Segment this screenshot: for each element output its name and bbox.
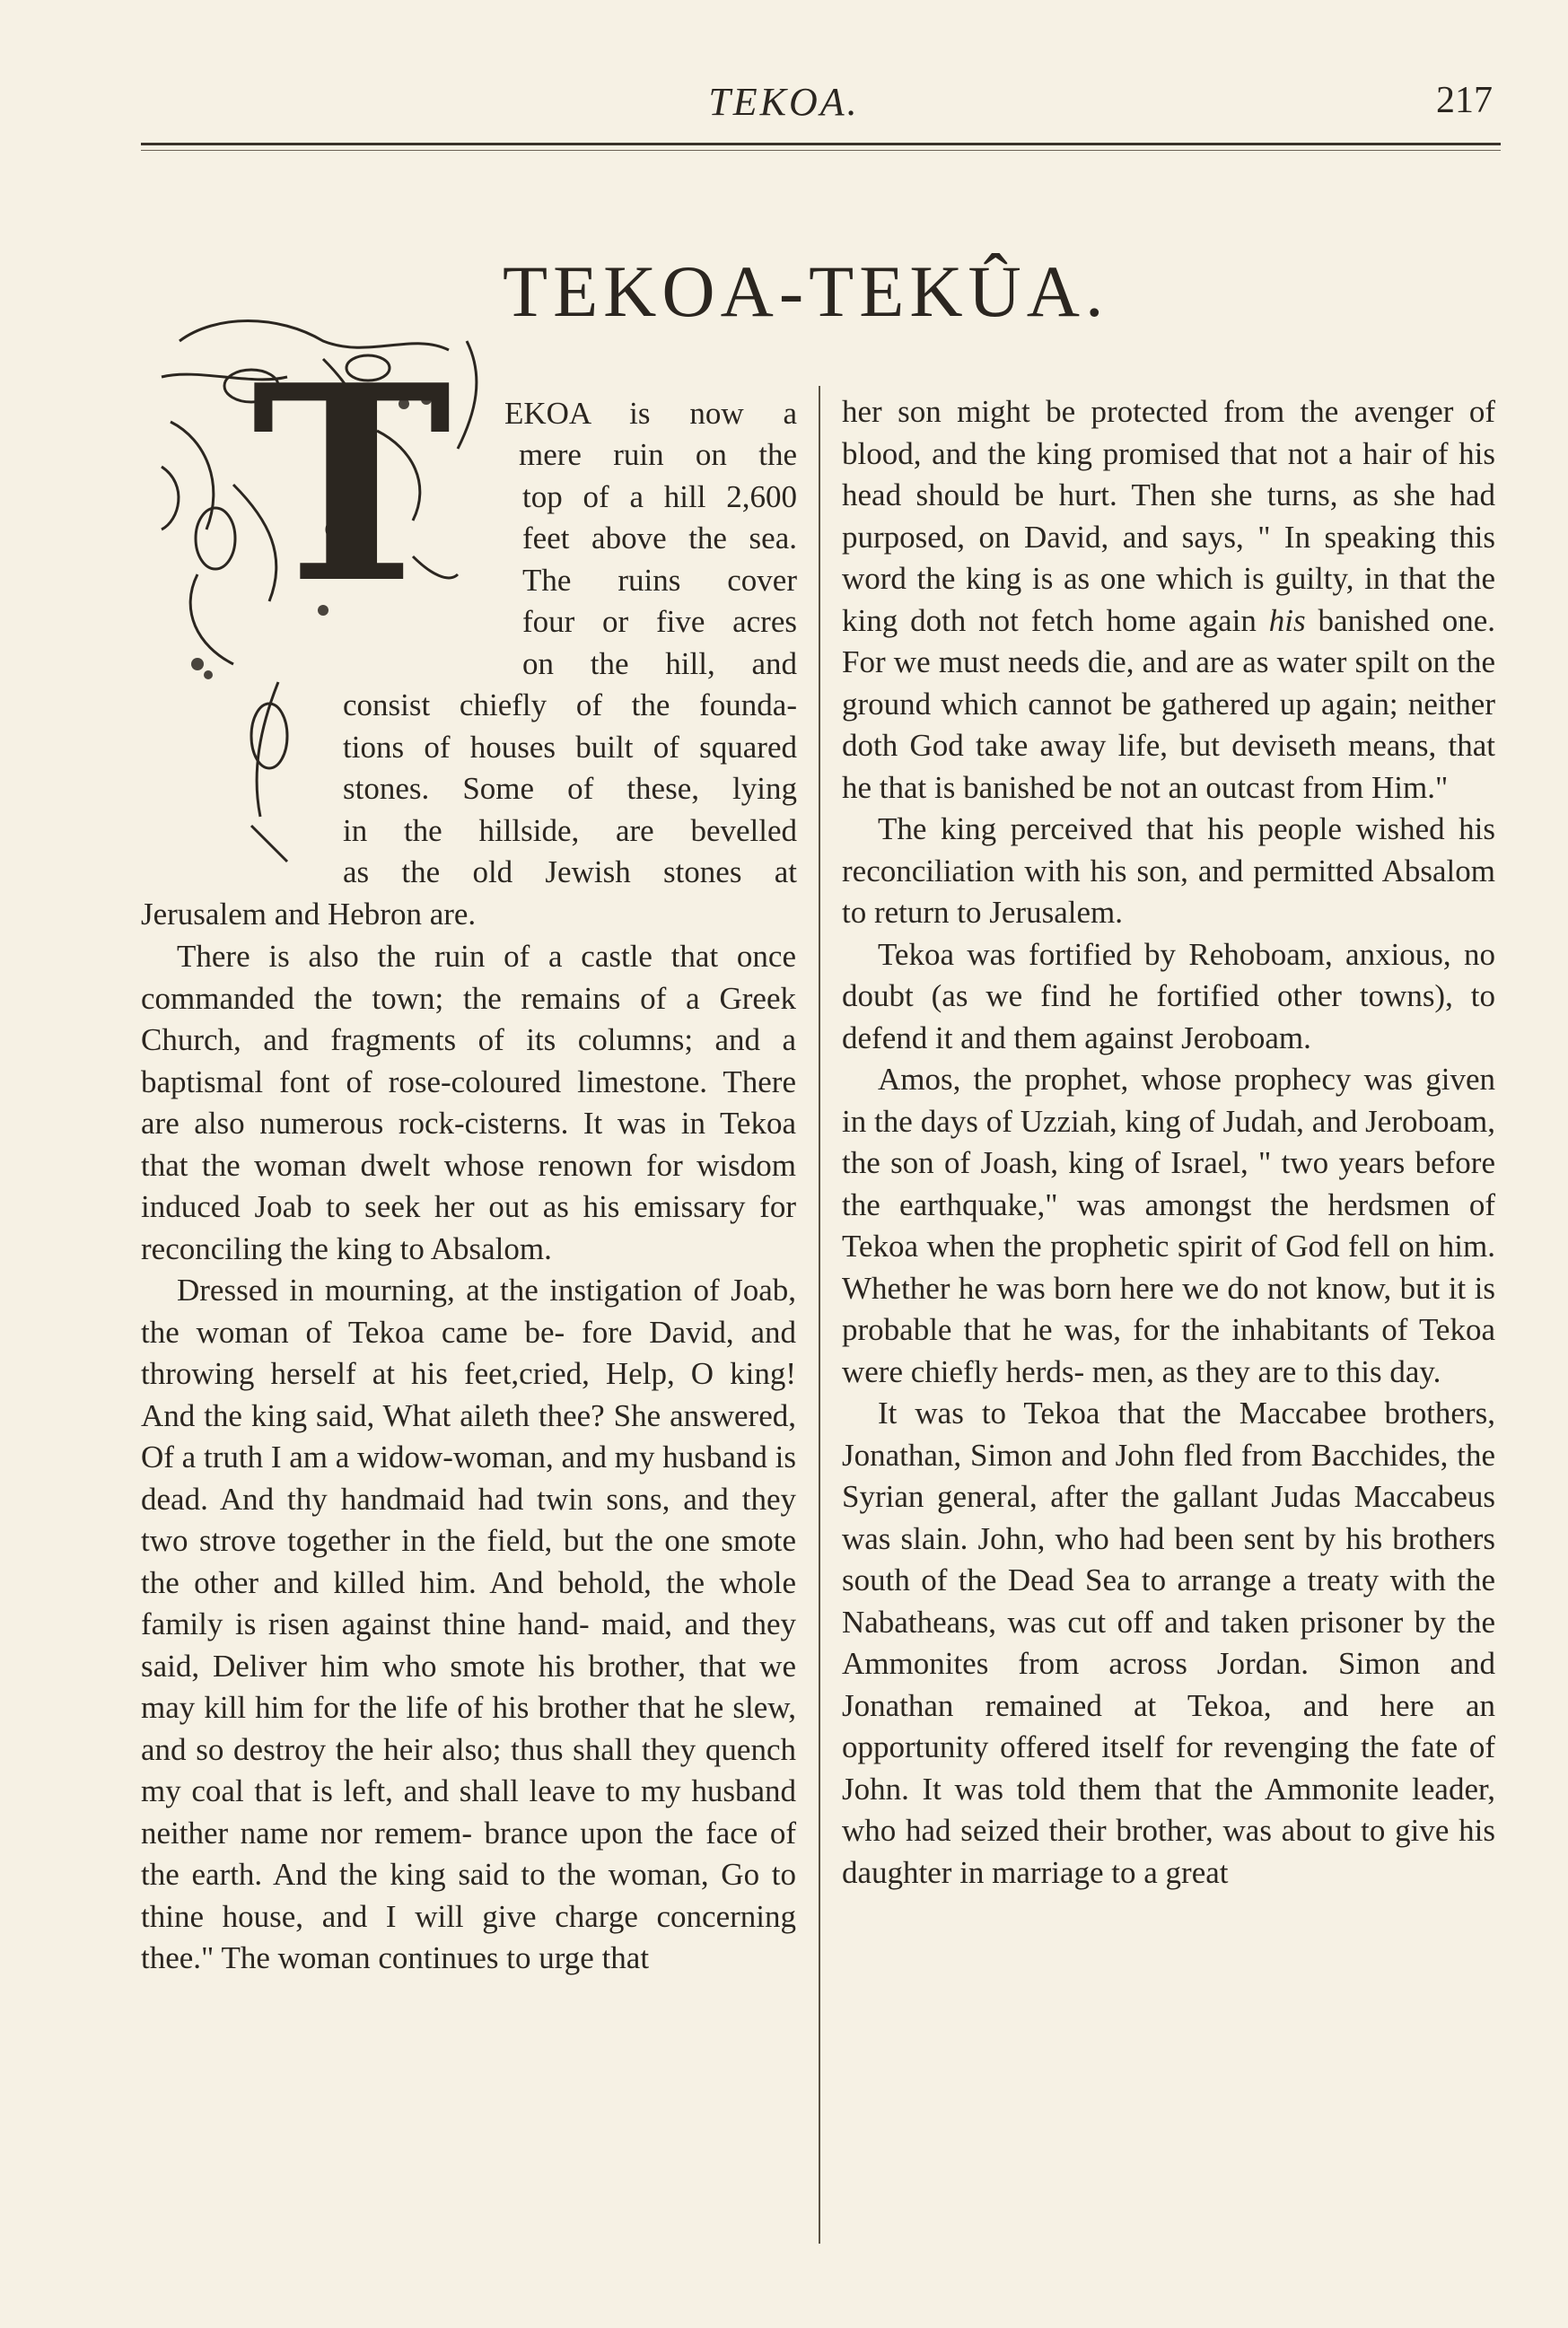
opening-line: top of a hill 2,600 — [522, 479, 797, 514]
opening-line: stones. Some of these, lying — [343, 771, 797, 806]
opening-line: Jerusalem and Hebron are. — [141, 897, 477, 932]
column-divider — [819, 386, 820, 2244]
italic-word: his — [1268, 602, 1306, 638]
opening-line: tions of houses built of squared — [343, 730, 797, 765]
opening-line: consist chiefly of the founda- — [343, 687, 797, 722]
page-number: 217 — [1436, 80, 1493, 121]
opening-line: feet above the sea. — [522, 521, 797, 556]
initial-letter: T — [251, 326, 452, 643]
opening-line: in the hillside, are bevelled — [343, 813, 797, 848]
paragraph-continued — [842, 391, 1495, 809]
paragraph: Tekoa was fortified by Rehoboam, anxious, no doubt (as we find he fortified other towns), to defend it and them against Jeroboam. — [842, 936, 1495, 1055]
opening-line: four or five acres — [522, 604, 797, 639]
paragraph: The king perceived that his people wished his reconciliation with his son, and permitted Absalom to return to Jerusalem. — [842, 811, 1495, 930]
header-rule — [141, 143, 1501, 145]
paragraph: It was to Tekoa that the Maccabee brothers, Jonathan, Simon and John fled from Bacchides, the Syrian general, after the gallant Judas Maccabeus was slain. John, who had been sent by his brothers south of the Dead Sea to arrange a treaty with the Nabatheans, was cut off and taken prisoner by the Ammonites from across Jordan. Simon and Jonathan remained at Tekoa, and here an opportunity offered itself for revenging the fate of John. It was told them that the Ammonite leader, who had seized their brother, was about to give his daughter in marriage to a great — [842, 1396, 1495, 1890]
opening-line: EKOA is now a — [504, 396, 797, 431]
opening-line: mere ruin on the — [519, 437, 797, 472]
paragraph-text: banished one. For we must needs die, and are as water spilt on the ground which cannot be gathered up again; neither doth God take away life, but deviseth means, that he that is banished be not an outcast from Him." — [842, 602, 1495, 805]
opening-line: as the old Jewish stones at — [343, 854, 797, 889]
paragraph-text: her son might be protected from the avenger of blood, and the king promised that not a hair of his head should be hurt. Then she turns, as she had purposed, on David, and says, " In speaking this word the king is as one which is guilty, in that the king doth not fetch home again — [842, 394, 1495, 638]
chapter-heading: TEKOA-TEKÛA. — [503, 250, 1109, 332]
paragraph: Dressed in mourning, at the instigation of Joab, the woman of Tekoa came be- fore David, and throwing herself at his feet,cried, Help, O king! And the king said, What aileth thee? She answered, Of a truth I am a widow-woman, and my husband is dead. And thy handmaid had twin sons, and they two strove together in the field, but the one smote the other and killed him. And behold, the whole family is risen against thine hand- maid, and they said, Deliver him who smote his brother, that we may kill him for the life of his brother that he slew, and so destroy the heir also; thus shall they quench my coal that is left, and shall leave to my husband neither name nor remem- brance upon the face of the earth. And the king said to the woman, Go to thine house, and I will give charge concerning thee." The woman continues to urge that — [141, 1273, 796, 1975]
header-rule-thin — [141, 150, 1501, 151]
left-column — [141, 936, 796, 1980]
right-column — [842, 391, 1495, 1894]
paragraph: There is also the ruin of a castle that once commanded the town; the remains of a Greek Church, and fragments of its columns; and a baptismal font of rose-coloured limestone. There are also numerous rock-cisterns. It was in Tekoa that the woman dwelt whose renown for wisdom induced Joab to seek her out as his emissary for reconciling the king to Absalom. — [141, 939, 796, 1266]
opening-line: The ruins cover — [522, 563, 797, 598]
paragraph: Amos, the prophet, whose prophecy was given in the days of Uzziah, king of Judah, and Jeroboam, the son of Joash, king of Israel, " two years before the earthquake," was amongst the herdsmen of Tekoa when the prophetic spirit of God fell on him. Whether he was born here we do not know, but it is probable that he was, for the inhabitants of Tekoa were chiefly herds- men, as they are to this day. — [842, 1062, 1495, 1389]
running-title: TEKOA. — [708, 80, 860, 124]
running-header — [0, 79, 1568, 133]
opening-line: on the hill, and — [522, 646, 797, 681]
